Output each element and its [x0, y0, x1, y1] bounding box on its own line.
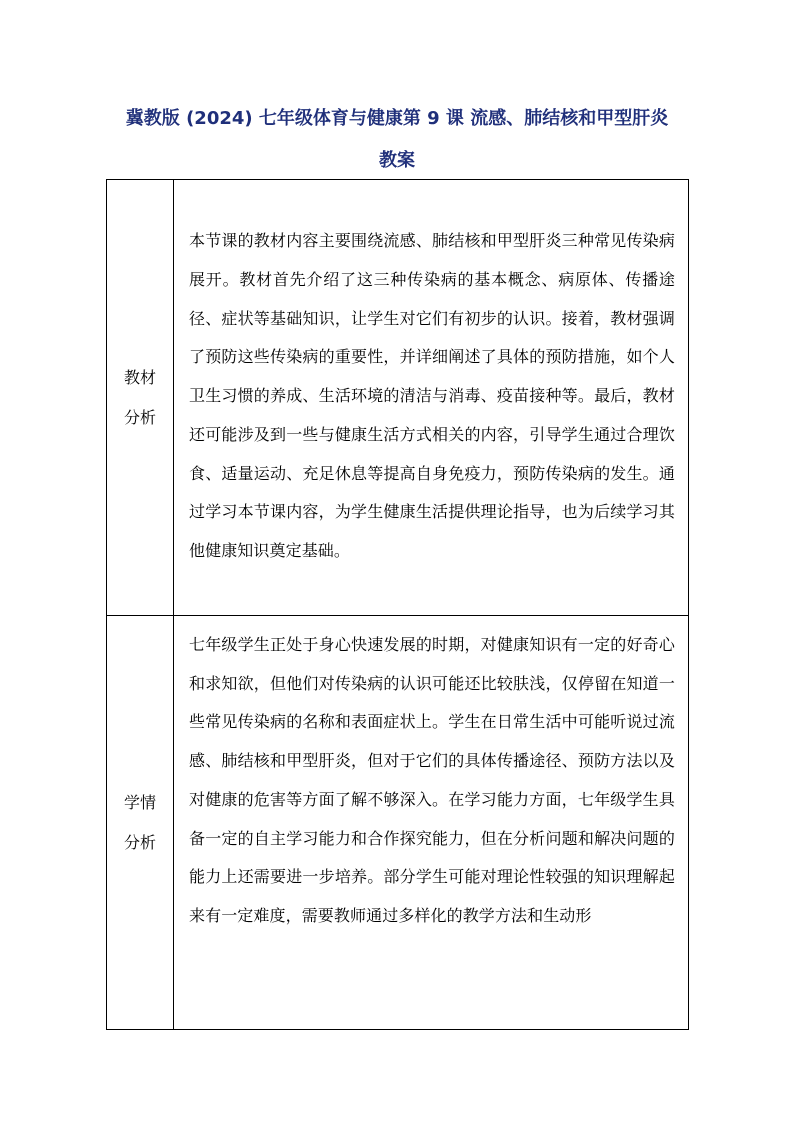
table-row [107, 616, 689, 1030]
row-content-text: 本节课的教材内容主要围绕流感、肺结核和甲型肝炎三种常见传染病展开。教材首先介绍了这三种传染病的基本概念、病原体、传播途径、症状等基础知识，让学生对它们有初步的认识。接着，教材强调了预防这些传染病的重要性，并详细阐述了具体的预防措施，如个人卫生习惯的养成、生活环境的清洁与消毒、疫苗接种等。最后，教材还可能涉及到一些与健康生活方式相关的内容，引导学生通过合理饮食、适量运动、充足休息等提高自身免疫力，预防传染病的发生。通过学习本节课内容，为学生健康生活提供理论指导，也为后续学习其他健康知识奠定基础。 [189, 231, 675, 560]
row-label-line: 分析 [123, 407, 156, 427]
lesson-plan-table [106, 179, 689, 1030]
row-label-line: 分析 [123, 832, 156, 852]
document-title-continued: 教案 [379, 150, 415, 171]
row-content-textbook-analysis [174, 180, 689, 616]
row-label-line: 教材 [123, 367, 156, 387]
row-content-student-analysis [174, 616, 689, 1030]
row-label-student-analysis [107, 616, 174, 1030]
document-title: 冀教版 (2024) 七年级体育与健康第 9 课 流感、肺结核和甲型肝炎 [125, 108, 669, 129]
table-row [107, 180, 689, 616]
row-content-text: 七年级学生正处于身心快速发展的时期，对健康知识有一定的好奇心和求知欲，但他们对传染病的认识可能还比较肤浅，仅停留在知道一些常见传染病的名称和表面症状上。学生在日常生活中可能听说过流感、肺结核和甲型肝炎，但对于它们的具体传播途径、预防方法以及对健康的危害等方面了解不够深入。在学习能力方面，七年级学生具备一定的自主学习能力和合作探究能力，但在分析问题和解决问题的能力上还需要进一步培养。部分学生可能对理论性较强的知识理解起来有一定难度，需要教师通过多样化的教学方法和生动形 [189, 635, 675, 925]
row-label-textbook-analysis [107, 180, 174, 616]
row-label-line: 学情 [123, 792, 156, 812]
